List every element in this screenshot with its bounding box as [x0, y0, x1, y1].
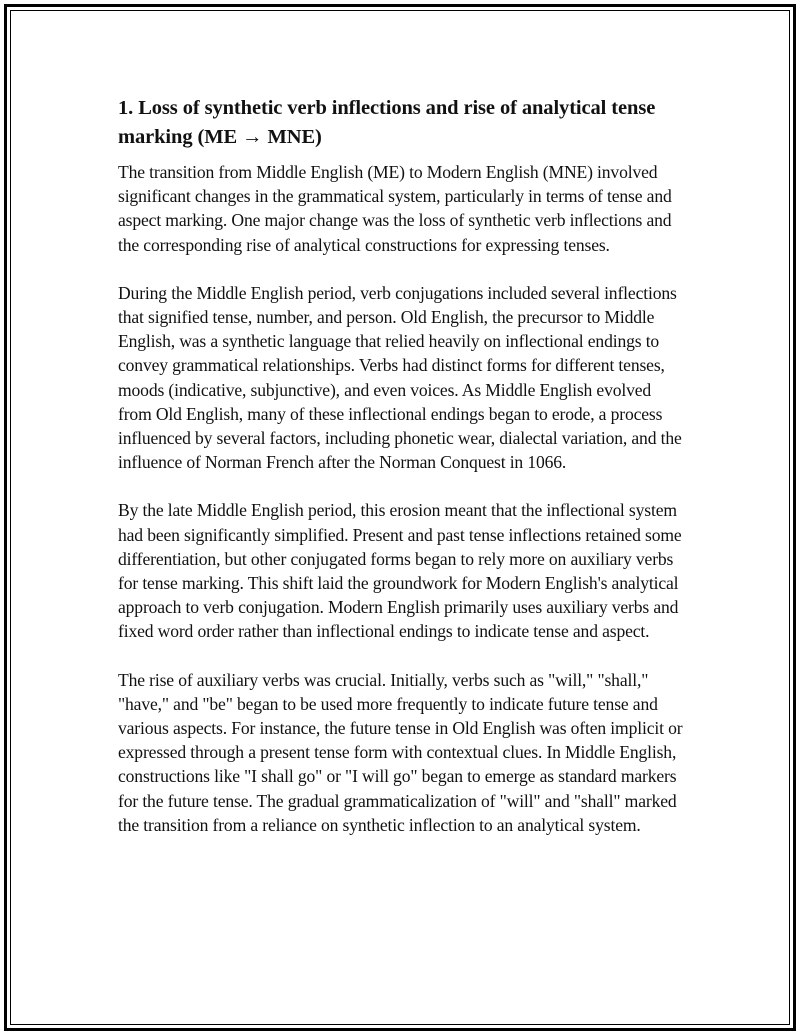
document-body [118, 94, 688, 861]
section-heading: 1. Loss of synthetic verb inflections and rise of analytical tense marking (ME → MNE) [118, 97, 656, 148]
paragraph-late-middle-english: By the late Middle English period, this erosion meant that the inflectional system had been significantly simplified. Present and past tense inflections retained some differentiation, but other conjugated forms began to rely more on auxiliary verbs for tense marking. This shift laid the groundwork for Modern English's analytical approach to verb conjugation. Modern English primarily uses auxiliary verbs and fixed word order rather than inflectional endings to indicate tense and aspect. [118, 500, 682, 642]
paragraph-intro: The transition from Middle English (ME) to Modern English (MNE) involved significant changes in the grammatical system, particularly in terms of tense and aspect marking. One major change was the loss of synthetic verb inflections and the corresponding rise of analytical constructions for expressing tenses. [118, 162, 672, 255]
paragraph-middle-english-period: During the Middle English period, verb conjugations included several inflections that signified tense, number, and person. Old English, the precursor to Middle English, was a synthetic language that relied heavily on inflectional endings to convey grammatical relationships. Verbs had distinct forms for different tenses, moods (indicative, subjunctive), and even voices. As Middle English evolved from Old English, many of these inflectional endings began to erode, a process influenced by several factors, including phonetic wear, dialectal variation, and the influence of Norman French after the Norman Conquest in 1066. [118, 282, 682, 473]
paragraph-auxiliary-verbs: The rise of auxiliary verbs was crucial. Initially, verbs such as "will," "shall," "have," and "be" began to be used more frequently to indicate future tense and various aspects. For instance, the future tense in Old English was often implicit or expressed through a present tense form with contextual clues. In Middle English, constructions like "I shall go" or "I will go" began to emerge as standard markers for the future tense. The gradual grammaticalization of "will" and "shall" marked the transition from a reliance on synthetic inflection to an analytical system. [118, 669, 683, 835]
